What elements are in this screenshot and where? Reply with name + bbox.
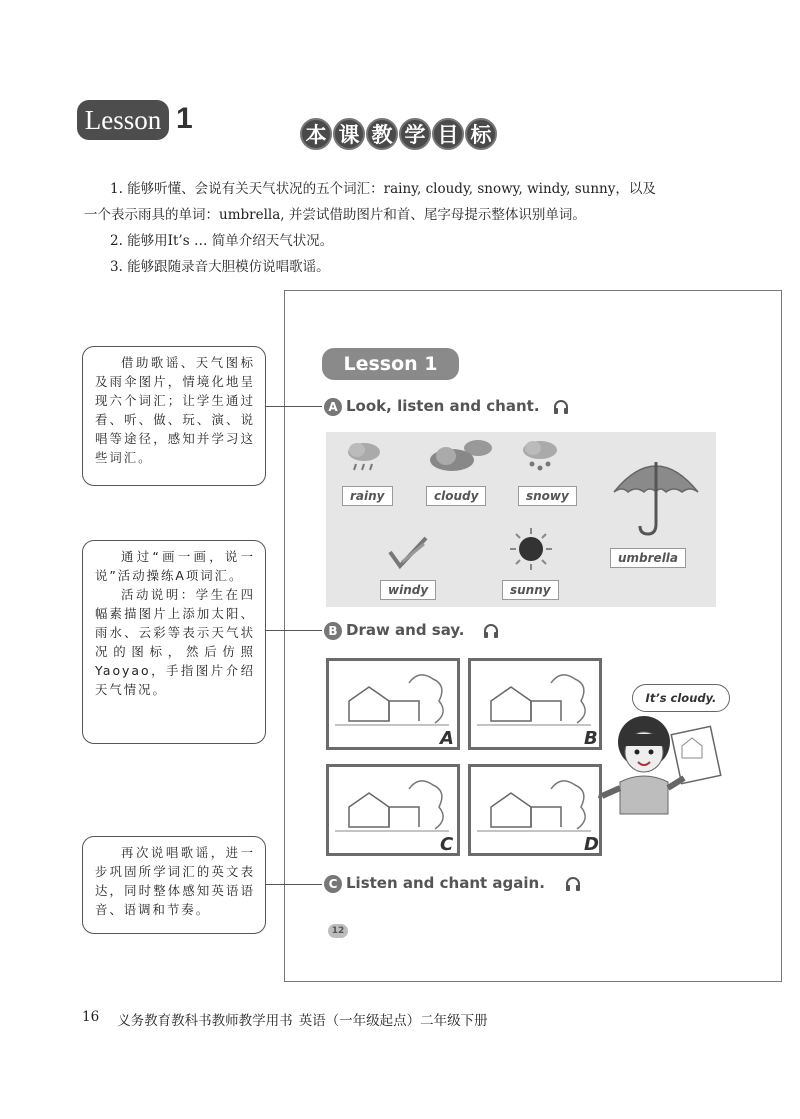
house-sketch-icon bbox=[471, 767, 599, 853]
wind-icon bbox=[386, 532, 432, 572]
leader-line bbox=[266, 630, 322, 631]
house-sketch-icon bbox=[471, 661, 599, 747]
picture-label-b: B bbox=[584, 728, 598, 749]
picture-label-d: D bbox=[584, 834, 599, 855]
title-char: 标 bbox=[465, 118, 497, 150]
title-char: 目 bbox=[432, 118, 464, 150]
headphones-icon[interactable] bbox=[564, 875, 582, 893]
sun-icon bbox=[508, 526, 554, 572]
note-text: 通过“画一画，说一说”活动操练A项词汇。 bbox=[95, 549, 255, 583]
section-b-badge: B bbox=[324, 622, 342, 640]
textbook-page-number: 12 bbox=[328, 924, 348, 938]
page-title bbox=[300, 118, 498, 150]
objective-1-line-2: 一个表示雨具的单词：umbrella, 并尝试借助图片和首、尾字母提示整体识别单词。 bbox=[84, 207, 586, 223]
page-footer bbox=[82, 1009, 488, 1029]
picture-label-c: C bbox=[440, 834, 454, 855]
footer-page-number: 16 bbox=[82, 1009, 100, 1025]
word-sunny: sunny bbox=[502, 580, 559, 600]
note-section-c bbox=[82, 836, 266, 934]
lesson-number: 1 bbox=[176, 102, 193, 135]
word-rainy: rainy bbox=[342, 486, 393, 506]
note-text: 再次说唱歌谣，进一步巩固所学词汇的英文表达，同时整体感知英语语音、语调和节奏。 bbox=[95, 845, 255, 917]
section-c-badge: C bbox=[324, 875, 342, 893]
snow-cloud-icon bbox=[518, 438, 562, 476]
textbook-lesson-pill: Lesson 1 bbox=[322, 348, 459, 380]
sketch-picture-d bbox=[468, 764, 602, 856]
speech-bubble: It’s cloudy. bbox=[632, 684, 730, 712]
title-char: 学 bbox=[399, 118, 431, 150]
footer-subject: 英语（一年级起点）二年级下册 bbox=[298, 1013, 488, 1029]
word-windy: windy bbox=[380, 580, 436, 600]
house-sketch-icon bbox=[329, 661, 457, 747]
word-umbrella: umbrella bbox=[610, 548, 686, 568]
house-sketch-icon bbox=[329, 767, 457, 853]
leader-line bbox=[266, 406, 322, 407]
title-char: 课 bbox=[333, 118, 365, 150]
headphones-icon[interactable] bbox=[482, 622, 500, 640]
girl-character-icon bbox=[598, 712, 728, 832]
objective-2: 2. 能够用It’s … 简单介绍天气状况。 bbox=[110, 233, 334, 249]
cloud-icon bbox=[428, 436, 494, 474]
section-c-title: Listen and chant again. bbox=[346, 874, 545, 892]
title-char: 教 bbox=[366, 118, 398, 150]
sketch-picture-b bbox=[468, 658, 602, 750]
headphones-icon[interactable] bbox=[552, 398, 570, 416]
lesson-label: Lesson bbox=[77, 100, 169, 140]
note-section-b bbox=[82, 540, 266, 744]
section-a-badge: A bbox=[324, 398, 342, 416]
objective-3: 3. 能够跟随录音大胆模仿说唱歌谣。 bbox=[110, 259, 330, 275]
section-b-title: Draw and say. bbox=[346, 621, 465, 639]
note-section-a bbox=[82, 346, 266, 486]
picture-label-a: A bbox=[440, 728, 454, 749]
rain-cloud-icon bbox=[344, 440, 384, 476]
footer-book-title: 义务教育教科书教师教学用书 bbox=[117, 1013, 293, 1029]
objective-1-line-1: 1. 能够听懂、会说有关天气状况的五个词汇：rainy, cloudy, snowy, windy, sunny，以及 bbox=[110, 181, 656, 197]
note-text: 活动说明：学生在四幅素描图片上添加太阳、雨水、云彩等表示天气状况的图标，然后仿照 Yaoyao，手指图片介绍天气情况。 bbox=[95, 587, 255, 697]
title-char: 本 bbox=[300, 118, 332, 150]
section-a-title: Look, listen and chant. bbox=[346, 397, 540, 415]
umbrella-icon bbox=[610, 448, 702, 540]
note-text: 借助歌谣、天气图标及雨伞图片，情境化地呈现六个词汇；让学生通过看、听、做、玩、演、说唱等途径，感知并学习这些词汇。 bbox=[95, 355, 255, 465]
word-snowy: snowy bbox=[518, 486, 577, 506]
word-cloudy: cloudy bbox=[426, 486, 486, 506]
leader-line bbox=[266, 884, 322, 885]
